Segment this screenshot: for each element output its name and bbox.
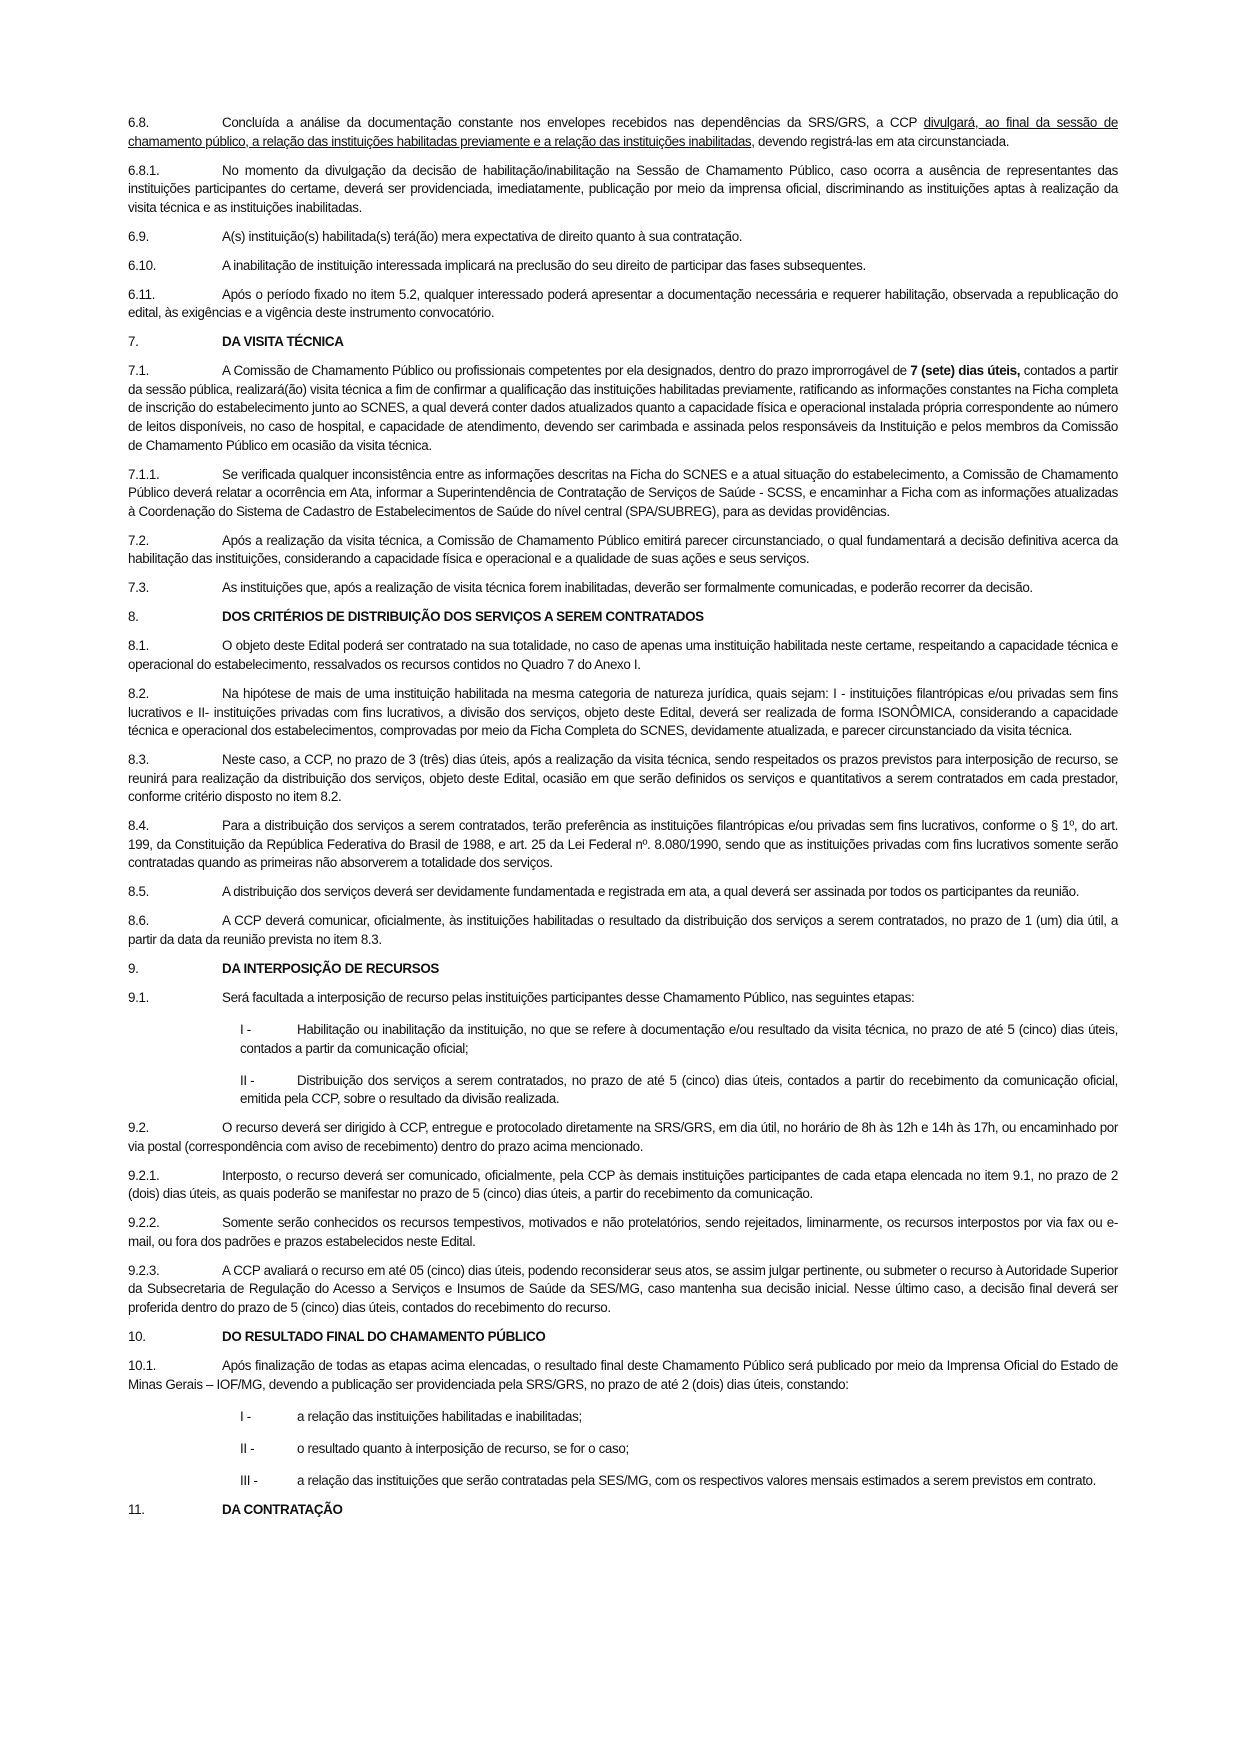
clause-number: 8.4. [128, 818, 149, 834]
clause-text: A(s) instituição(s) habilitada(s) terá(ão) mera expectativa de direito quanto à sua contratação. [222, 228, 743, 244]
clause-6-8: 6.8. Concluída a análise da documentação constante nos envelopes recebidos nas dependências da SRS/GRS, a CCP divulgará, ao final da sessão de chamamento público, a relação das instituições habilitadas previamente e a relação das instituições inabilitadas, devendo registrá-las em ata circunstanciada. [128, 115, 1119, 149]
clause-number: 6.8. [128, 115, 149, 130]
section-number: 8. [128, 609, 139, 625]
list-item [240, 1472, 1118, 1491]
clause-text: O objeto deste Edital poderá ser contratado na sua totalidade, no caso de apenas uma instituição habilitada neste certame, respeitando a capacidade técnica e operacional do estabelecimento, ressalvados os recursos contidos no Quadro 7 do Anexo I. [128, 638, 1118, 672]
section-title: DO RESULTADO FINAL DO CHAMAMENTO PÚBLICO [222, 1329, 546, 1345]
section-heading-7 [128, 333, 1118, 352]
clause-text: No momento da divulgação da decisão de habilitação/inabilitação na Sessão de Chamamento Público, caso ocorra a ausência de representantes das instituições participantes do certame, deverá ser providenciada, imediatamente, publicação por meio da imprensa oficial, discriminando as instituições aptas à realização da visita técnica e as instituições inabilitadas. [128, 162, 1118, 215]
section-number: 10. [128, 1329, 146, 1345]
list-item-text: o resultado quanto à interposição de recurso, se for o caso; [297, 1440, 629, 1456]
clause-text: A inabilitação de instituição interessada implicará na preclusão do seu direito de participar das fases subsequentes. [222, 257, 866, 273]
document-page [128, 114, 1118, 1530]
list-item-text: Habilitação ou inabilitação da instituição, no que se refere à documentação e/ou resultado da visita técnica, no prazo de até 5 (cinco) dias úteis, contados a partir da comunicação oficial; [240, 1021, 1118, 1056]
clause-number: 8.6. [128, 913, 149, 929]
bold-text: 7 (sete) dias úteis, [910, 363, 1021, 379]
clause-number: 9.2.2. [128, 1215, 160, 1231]
clause-number: 9.2.3. [128, 1262, 160, 1278]
list-item-text: a relação das instituições que serão contratadas pela SES/MG, com os respectivos valores mensais estimados a serem previstos em contrato. [297, 1472, 1097, 1488]
section-title: DA CONTRATAÇÃO [222, 1501, 343, 1517]
list-item [240, 1440, 1118, 1459]
clause-text: Após a realização da visita técnica, a Comissão de Chamamento Público emitirá parecer circunstanciado, o qual fundamentará a decisão definitiva acerca da habilitação das instituições, considerando a capacidade física e operacional e a qualidade de suas ações e seus serviços. [128, 532, 1118, 567]
clause-text: As instituições que, após a realização de visita técnica forem inabilitadas, deverão ser formalmente comunicadas, e poderão recorrer da decisão. [222, 580, 1033, 596]
list-item-number: I - [240, 1408, 251, 1424]
list-item-number: I - [240, 1021, 251, 1037]
clause-7-3 [128, 579, 1118, 598]
section-heading-8 [128, 608, 1118, 627]
clause-7-1-1 [128, 466, 1118, 522]
clause-number: 9.1. [128, 990, 149, 1005]
clause-text: Neste caso, a CCP, no prazo de 3 (três) dias úteis, após a realização da visita técnica, sendo respeitados os prazos previstos para interposição de recurso, se reunirá para realização da distribuição dos serviços, objeto deste Edital, ocasião em que serão definidos os serviços e quantitativos a serem contratados em cada prestador, conforme critério disposto no item 8.2. [128, 752, 1118, 805]
clause-number: 10.1. [128, 1358, 157, 1374]
clause-number: 8.2. [128, 685, 149, 701]
underlined-text: divulgará, ao final da sessão de chamamento público, a relação das instituições habilitadas previamente e a relação das instituições inabilitadas [128, 115, 1119, 149]
clause-number: 6.10. [128, 257, 157, 273]
clause-8-4 [128, 817, 1118, 873]
list-item [240, 1072, 1118, 1109]
section-number: 9. [128, 961, 139, 977]
list-item-number: II - [240, 1440, 255, 1456]
clause-9-2-2 [128, 1214, 1118, 1251]
clause-number: 9.2. [128, 1120, 149, 1136]
section-heading-10 [128, 1328, 1118, 1347]
clause-number: 8.5. [128, 884, 149, 900]
list-item [240, 1021, 1118, 1058]
list-item-number: II - [240, 1072, 255, 1088]
clause-number: 6.11. [128, 286, 156, 302]
clause-number: 6.8.1. [128, 162, 160, 178]
clause-text: Será facultada a interposição de recurso pelas instituições participantes desse Chamamento Público, nas seguintes etapas: [222, 990, 915, 1005]
clause-7-2 [128, 532, 1118, 569]
clause-number: 8.1. [128, 638, 149, 654]
clause-8-2 [128, 685, 1118, 741]
clause-6-9 [128, 228, 1118, 247]
clause-number: 7.2. [128, 532, 149, 548]
section-number: 7. [128, 334, 139, 350]
clause-text: Para a distribuição dos serviços a serem contratados, terão preferência as instituições filantrópicas e/ou privadas sem fins lucrativos, conforme o § 1º, do art. 199, da Constituição da República Federativa do Brasil de 1988, e art. 25 da Lei Federal nº. 8.080/1990, sendo que as instituições privadas com fins lucrativos somente serão contratadas quando as primeiras não absorverem a totalidade dos serviços. [128, 818, 1118, 871]
clause-9-2-3 [128, 1262, 1118, 1318]
clause-6-10 [128, 257, 1118, 276]
clause-number: 9.2.1. [128, 1167, 160, 1183]
clause-number: 7.1. [128, 363, 149, 379]
clause-6-8-1 [128, 162, 1118, 218]
clause-text: O recurso deverá ser dirigido à CCP, entregue e protocolado diretamente na SRS/GRS, em dia útil, no horário de 8h às 12h e 14h às 17h, ou encaminhado por via postal (correspondência com aviso de recebimento) dentro do prazo acima mencionado. [128, 1120, 1118, 1154]
clause-6-11 [128, 286, 1118, 323]
clause-text: A CCP deverá comunicar, oficialmente, às instituições habilitadas o resultado da distribuição dos serviços a serem contratados, no prazo de 1 (um) dia útil, a partir da data da reunião prevista no item 8.3. [128, 913, 1118, 948]
clause-text: Se verificada qualquer inconsistência entre as informações descritas na Ficha do SCNES e a atual situação do estabelecimento, a Comissão de Chamamento Público deverá relatar a ocorrência em Ata, informar a Superintendência de Contratação de Serviços de Saúde - SCSS, e encaminhar a Ficha com as informações atualizadas à Coordenação do Sistema de Cadastro de Estabelecimentos de Saúde do nível central (SPA/SUBREG), para as devidas providências. [128, 466, 1118, 519]
section-number: 11. [128, 1501, 145, 1517]
clause-text: Na hipótese de mais de uma instituição habilitada na mesma categoria de natureza jurídica, quais sejam: I - instituições filantrópicas e/ou privadas sem fins lucrativos e II- instituições privadas com fins lucrativos, a divisão dos serviços, objeto deste Edital, deverá ser realizada de forma ISONÔMICA, considerando a capacidade técnica e operacional dos estabelecimentos, comprovadas por meio da Ficha Completa do SCNES, devidamente atualizada, e parecer circunstanciado da visita técnica. [128, 685, 1118, 739]
clause-number: 7.3. [128, 580, 149, 596]
list-item-number: III - [240, 1472, 258, 1488]
clause-9-2-1 [128, 1167, 1118, 1204]
section-title: DOS CRITÉRIOS DE DISTRIBUIÇÃO DOS SERVIÇOS A SEREM CONTRATADOS [222, 609, 704, 625]
clause-9-2 [128, 1119, 1118, 1156]
clause-number: 8.3. [128, 752, 149, 768]
clause-text: A distribuição dos serviços deverá ser devidamente fundamentada e registrada em ata, a qual deverá ser assinada por todos os participantes da reunião. [222, 884, 1080, 900]
list-item-text: a relação das instituições habilitadas e inabilitadas; [297, 1408, 582, 1424]
clause-text: A CCP avaliará o recurso em até 05 (cinco) dias úteis, podendo reconsiderar seus atos, se assim julgar pertinente, ou submeter o recurso à Autoridade Superior da Subsecretaria de Regulação do Acesso a Serviços e Insumos de Saúde da SES/MG, caso mantenha sua decisão inicial. Nesse último caso, a decisão final deverá ser proferida dentro do prazo de 5 (cinco) dias úteis, contados do recebimento do recurso. [128, 1262, 1118, 1316]
clause-number: 7.1.1. [128, 466, 160, 482]
clause-7-1: 7.1. A Comissão de Chamamento Público ou profissionais competentes por ela designados, dentro do prazo improrrogável de 7 (sete) dias úteis, contados a partir da sessão pública, realizará(ão) visita técnica a fim de confirmar a qualificação das instituições habilitadas previamente, ratificando as informações constantes na Ficha completa de inscrição do estabelecimento junto ao SCNES, a qual deverá conter dados atualizados quanto a capacidade física e operacional instalada própria correspondente ao número de leitos disponíveis, no caso de hospital, e capacidade de atendimento, devendo ser carimbada e assinada pelos responsáveis da Instituição e pelos membros da Comissão de Chamamento Público em ocasião da visita técnica. [128, 363, 1118, 453]
clause-8-3 [128, 751, 1118, 807]
clause-text: Somente serão conhecidos os recursos tempestivos, motivados e não protelatórios, sendo rejeitados, liminarmente, os recursos interpostos por via fax ou e-mail, ou fora dos padrões e prazos estabelecidos neste Edital. [128, 1215, 1118, 1249]
section-heading-9 [128, 960, 1118, 979]
clause-8-1 [128, 637, 1118, 674]
section-title: DA INTERPOSIÇÃO DE RECURSOS [222, 961, 439, 977]
clause-text: Após o período fixado no item 5.2, qualquer interessado poderá apresentar a documentação necessária e requerer habilitação, observada a republicação do edital, às exigências e a vigência deste instrumento convocatório. [128, 286, 1118, 321]
list-item [240, 1408, 1118, 1427]
clause-8-5 [128, 883, 1118, 902]
clause-10-1 [128, 1357, 1118, 1394]
clause-9-1 [128, 989, 1118, 1008]
section-heading-11 [128, 1501, 1118, 1520]
list-item-text: Distribuição dos serviços a serem contratados, no prazo de até 5 (cinco) dias úteis, contados a partir do recebimento da comunicação oficial, emitida pela CCP, sobre o resultado da divisão realizada. [240, 1072, 1118, 1107]
clause-text: Interposto, o recurso deverá ser comunicado, oficialmente, pela CCP às demais instituições participantes de cada etapa elencada no item 9.1, no prazo de 2 (dois) dias úteis, as quais poderão se manifestar no prazo de 5 (cinco) dias úteis, a partir do recebimento da comunicação. [128, 1167, 1118, 1202]
clause-text: Após finalização de todas as etapas acima elencadas, o resultado final deste Chamamento Público será publicado por meio da Imprensa Oficial do Estado de Minas Gerais – IOF/MG, devendo a publicação ser providenciada pela SRS/GRS, no prazo de até 2 (dois) dias úteis, constando: [128, 1358, 1118, 1392]
section-title: DA VISITA TÉCNICA [222, 334, 344, 350]
clause-8-6 [128, 912, 1118, 949]
clause-number: 6.9. [128, 228, 149, 244]
